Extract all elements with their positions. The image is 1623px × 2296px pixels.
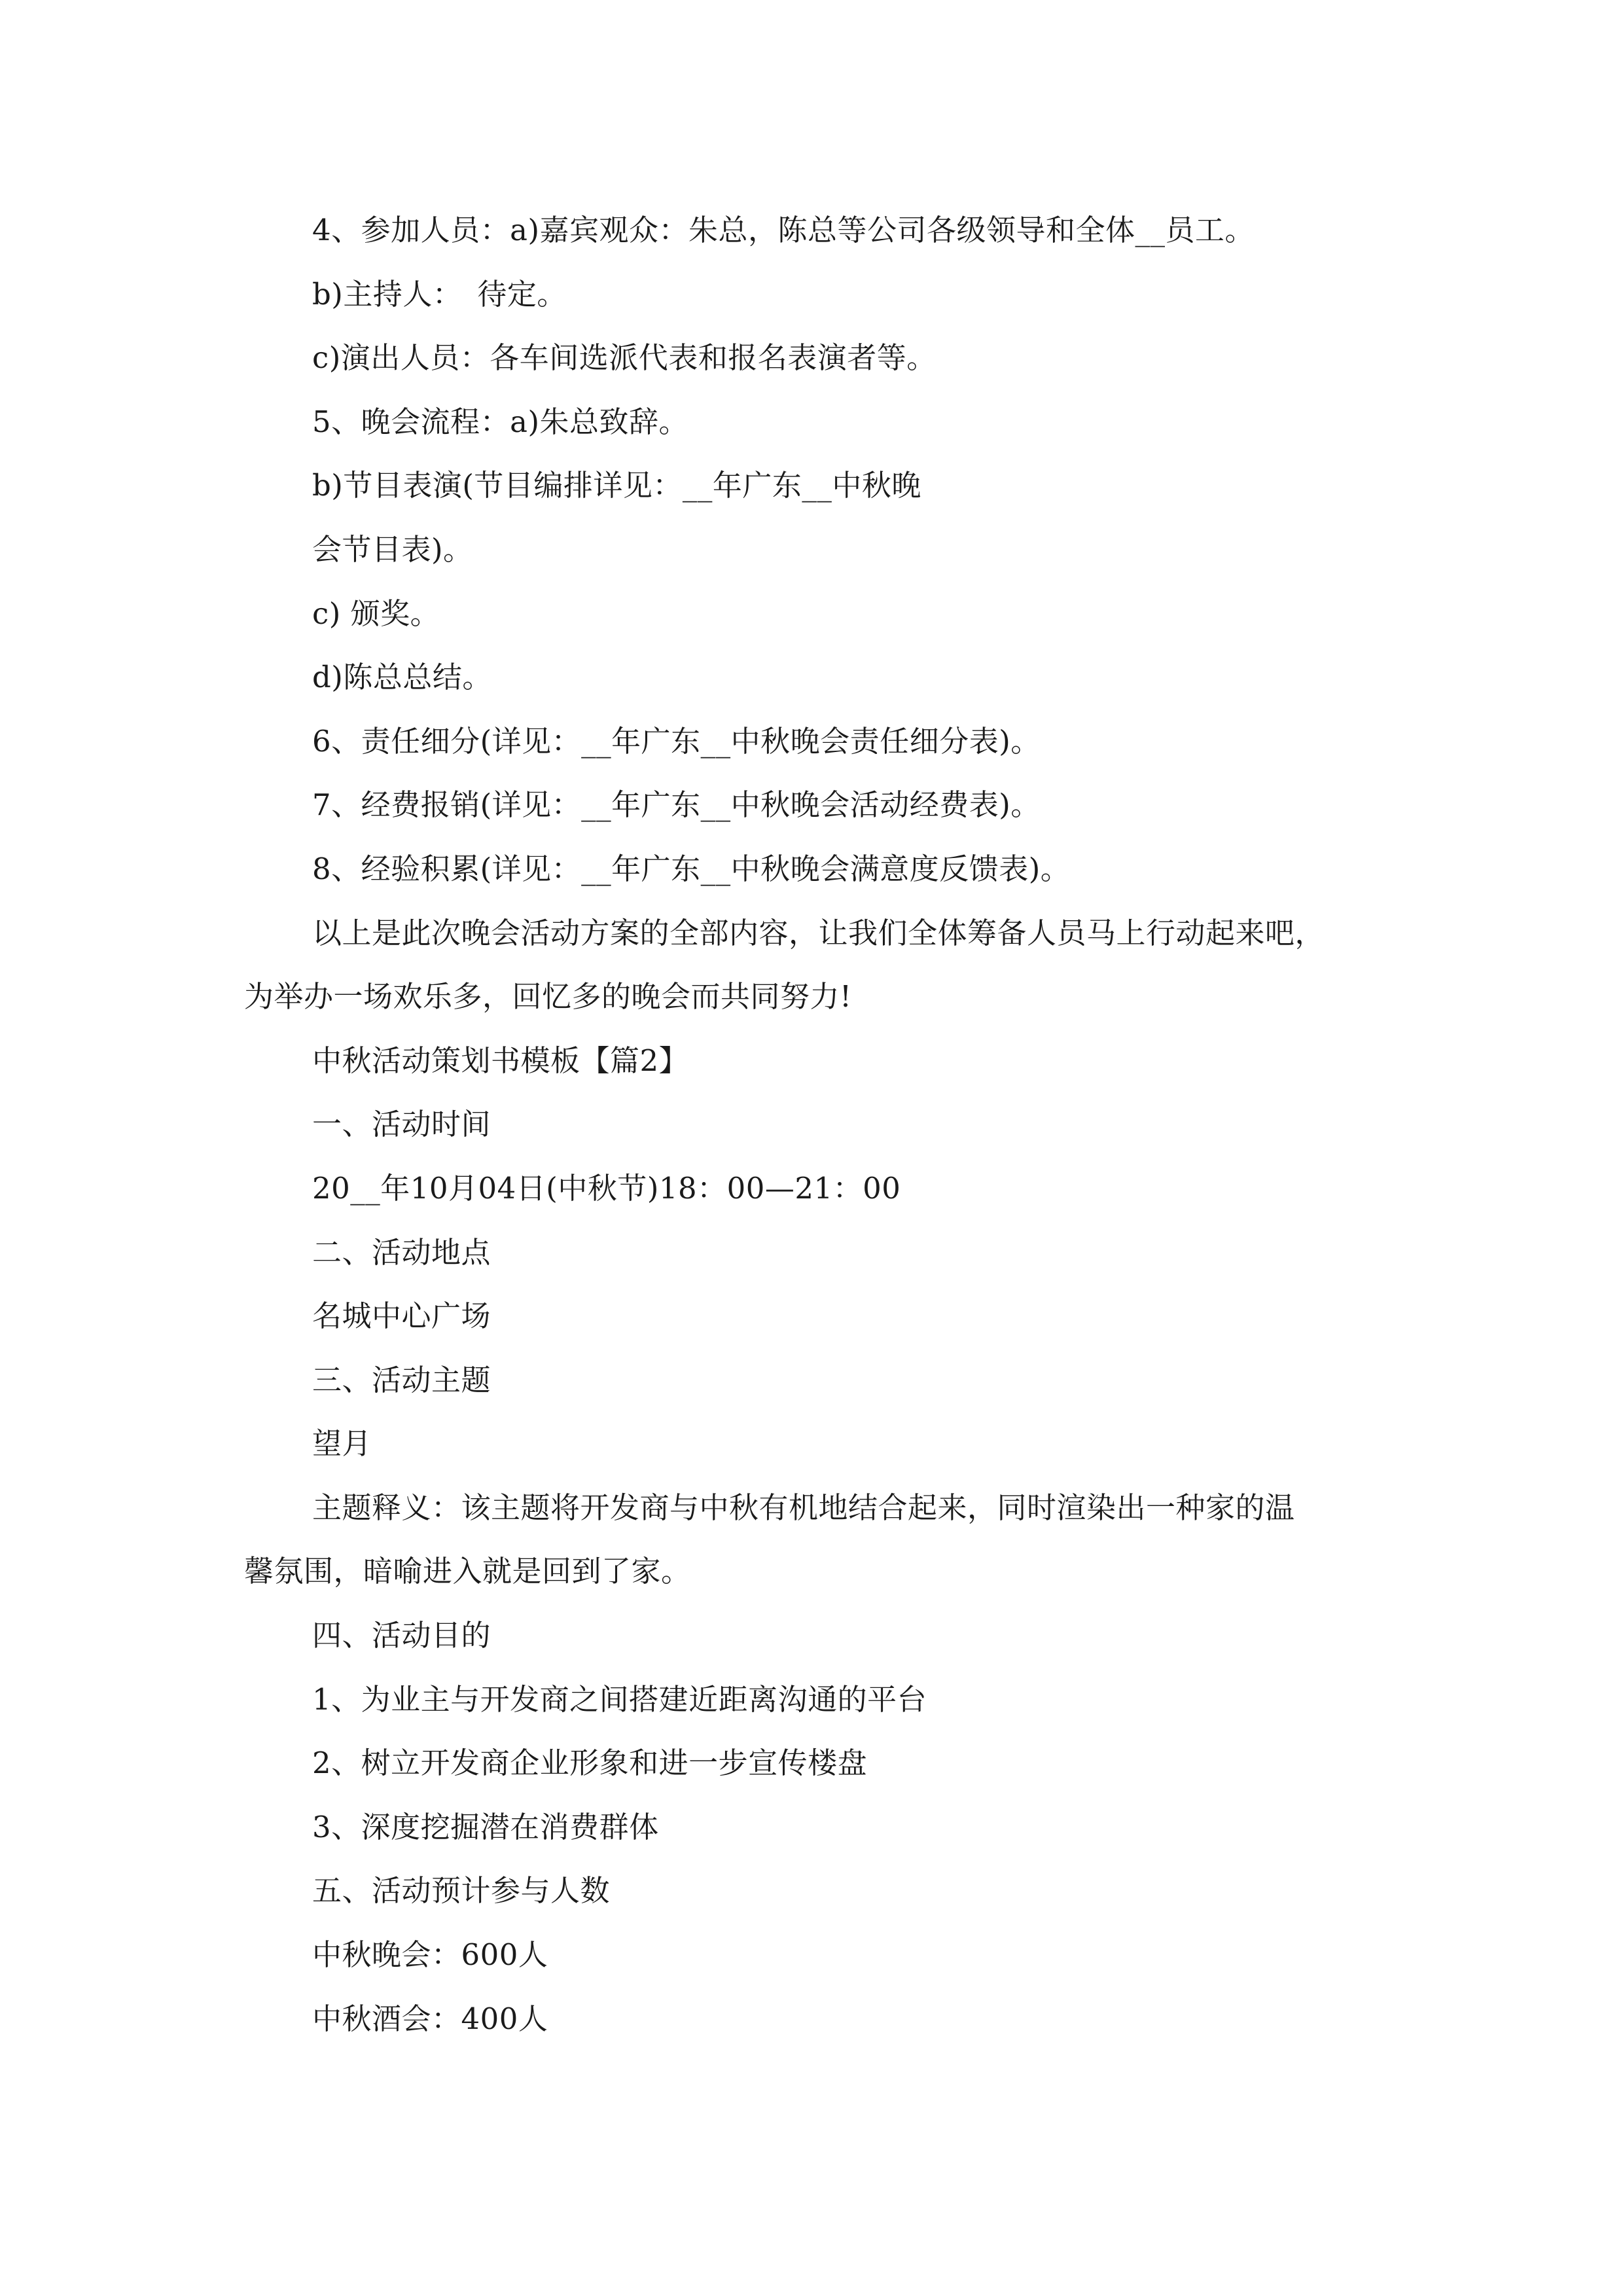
heading: 一、活动时间 [312,1107,491,1142]
list-item: 1、为业主与开发商之间搭建近距离沟通的平台 [312,1681,927,1717]
text-line: 8、经验积累(详见：__年广东__中秋晚会满意度反馈表)。 [312,851,1071,886]
text-line: 4、参加人员：a)嘉宾观众：朱总，陈总等公司各级领导和全体__员工。 [312,213,1255,247]
text-line: 望月 [312,1426,372,1462]
text-line: b)主持人： 待定。 [312,276,567,312]
heading: 四、活动目的 [312,1618,491,1653]
section-title: 中秋活动策划书模板【篇2】 [312,1043,689,1078]
text-line: 20__年10月04日(中秋节)18：00—21：00 [312,1170,901,1206]
paragraph-continuation: 为举办一场欢乐多，回忆多的晚会而共同努力! [244,979,852,1014]
text-line: 中秋晚会：600人 [312,1937,548,1973]
paragraph-line: 以上是此次晚会活动方案的全部内容，让我们全体筹备人员马上行动起来吧， [312,915,1325,950]
heading: 五、活动预计参与人数 [312,1873,611,1909]
heading: 三、活动主题 [312,1362,491,1397]
text-line: 中秋酒会：400人 [312,2001,548,2036]
paragraph-line: 主题释义：该主题将开发商与中秋有机地结合起来，同时渲染出一种家的温 [312,1490,1295,1525]
text-line: b)节目表演(节目编排详见：__年广东__中秋晚 [312,468,921,503]
text-line: d)陈总总结。 [312,660,492,695]
document-body [244,198,1389,2051]
text-line: c) 颁奖。 [312,596,440,631]
list-item: 2、树立开发商企业形象和进一步宣传楼盘 [312,1746,868,1781]
paragraph-continuation: 馨氛围，暗喻进入就是回到了家。 [244,1554,691,1589]
list-item: 3、深度挖掘潜在消费群体 [312,1809,659,1844]
heading: 二、活动地点 [312,1234,491,1270]
text-line: 5、晚会流程：a)朱总致辞。 [312,404,689,439]
text-line: 名城中心广场 [312,1299,491,1334]
text-line: 6、责任细分(详见：__年广东__中秋晚会责任细分表)。 [312,723,1041,759]
text-line: 7、经费报销(详见：__年广东__中秋晚会活动经费表)。 [312,787,1041,823]
text-line: 会节目表)。 [312,531,473,567]
text-line: c)演出人员：各车间选派代表和报名表演者等。 [312,340,936,376]
